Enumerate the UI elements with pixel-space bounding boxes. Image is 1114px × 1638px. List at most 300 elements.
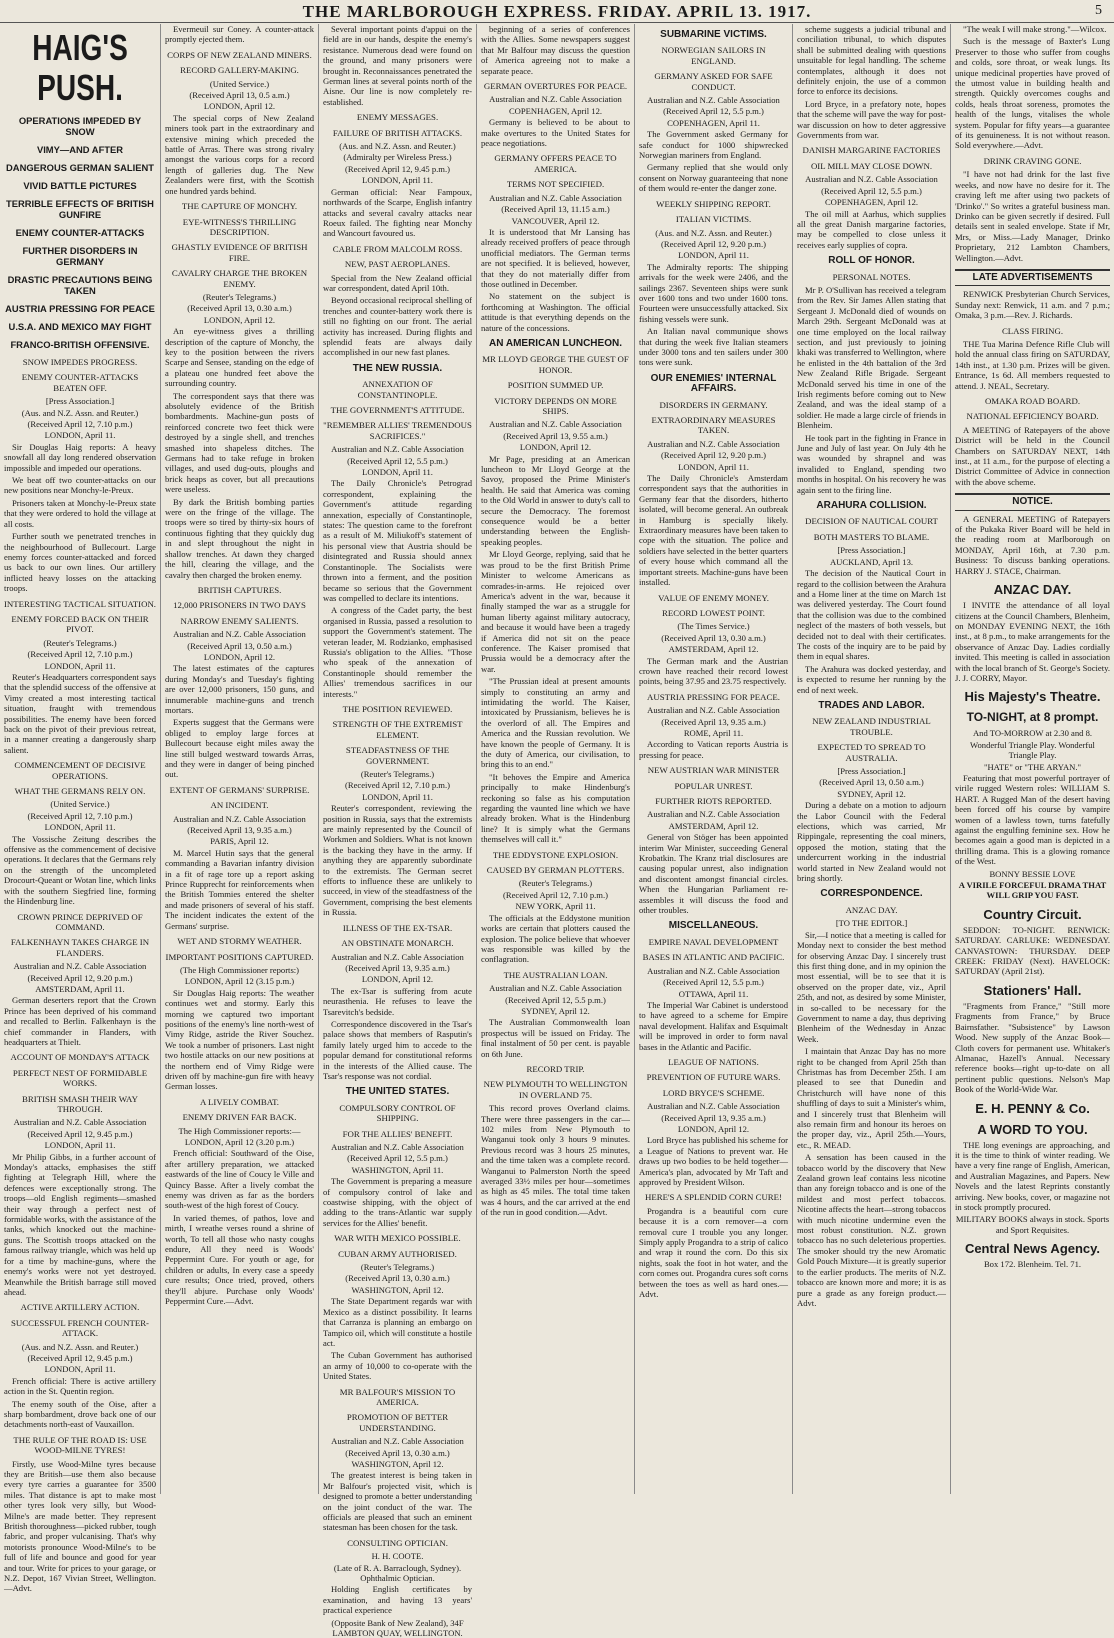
advert-heading: OMAKA ROAD BOARD.: [984, 396, 1081, 406]
dateline: AMSTERDAM, April 12.: [668, 644, 759, 655]
article-paragraph: An Italian naval communique shows that during the week five Italian steamers under 3000 tons and ten sailers under 300 tons were sunk.: [639, 326, 788, 368]
subhead: ENEMY DRIVEN FAR BACK.: [182, 1112, 297, 1123]
dateline: LONDON, April 11.: [362, 467, 433, 478]
article-paragraph: No statement on the subject is forthcoming at Washington. The official attitude is that everything depends on the nature of the concessions.: [481, 291, 630, 333]
dateline: LONDON, April 11.: [678, 250, 749, 261]
subhead: THE CAPTURE OF MONCHY.: [181, 201, 298, 212]
advert-heading: Central News Agency.: [964, 1241, 1101, 1257]
subhead: GERMANY ASKED FOR SAFE CONDUCT.: [654, 71, 773, 92]
credit-line: Australian and N.Z. Cable Association: [13, 961, 147, 972]
subhead: LORD BRYCE'S SCHEME.: [662, 1087, 765, 1098]
advert-line: (Opposite Bank of New Zealand), 34F LAMBTON QUAY, WELLINGTON.: [331, 1617, 464, 1638]
deck-line: VIVID BATTLE PICTURES: [23, 180, 137, 191]
received-line: (Received April 12, 7.10 p.m.): [27, 649, 133, 660]
dateline: WASHINGTON, April 12.: [351, 1458, 444, 1469]
subhead: NORWEGIAN SAILORS IN ENGLAND.: [661, 45, 766, 66]
article-paragraph: The correspondent says that there was absolutely evidence of the British bombardments. Machine-gun posts of reinforced concrete two feet thick were destroyed by a single shell, and trenches smashed into shapeless ditches. The Germans had to take refuge in broken villages, and used dug-outs, ploughs and brick heaps as cover, but all precautions were useless.: [165, 390, 314, 495]
subhead: BOTH MASTERS TO BLAME.: [813, 531, 930, 542]
subhead: DANISH MARGARINE FACTORIES: [802, 145, 941, 156]
subhead: PERSONAL NOTES.: [832, 271, 911, 282]
subhead: GERMAN OVERTURES FOR PEACE.: [483, 81, 628, 92]
main-headline: HAIG'S PUSH.: [32, 27, 128, 108]
article-paragraph: Further south we penetrated trenches in the neighbourhood of Bullecourt. Large enemy forces counter-attacked and forced us back to our own lines. Our artillery inflicted heavy losses on the attacking troops.: [4, 531, 156, 594]
credit-line: Australian and N.Z. Cable Association: [647, 705, 780, 716]
article-paragraph: Reuter's correspondent, reviewing the position in Russia, says that the extremists are mainly represented by the Council of Workmen and Soldiers. What is not known is the backing they have in the army. If anything they are apparently subordinate to the extremists. The German secret efforts to influence these are unlikely to succeed, in view of the steadfastness of the Government, comprising the best elements in Russia.: [323, 803, 472, 918]
deck-line: AUSTRIA PRESSING FOR PEACE: [5, 303, 155, 314]
dateline: LONDON, April 11.: [678, 461, 749, 472]
subhead: VALUE OF ENEMY MONEY.: [658, 592, 769, 603]
received-line: (Received April 12, 9.20 p.m.): [660, 238, 766, 249]
subhead: MR BALFOUR'S MISSION TO AMERICA.: [339, 1386, 456, 1407]
credit-line: Australian and N.Z. Cable Association: [647, 809, 780, 820]
article-paragraph: Mr Philip Gibbs, in a further account of Monday's attacks, emphasises the stiff fighting at Telegraph Hill, where the defences were exceptionally strong. The troops—old English regiments—smashed their way through a perfect nest of formidable works, with the assistance of the tanks, which knocked out the machine-guns. The Scottish troops attacked on the famous railway triangle, which was held up for a time by machine-guns, where the enemy's works were not yet destroyed. Meanwhile the British barrage still moved ahead.: [4, 1151, 156, 1297]
subhead: POPULAR UNREST.: [674, 780, 753, 791]
received-line: (Received April 13, 0.50 a.m.): [819, 777, 924, 788]
newspaper-title: THE MARLBOROUGH EXPRESS. FRIDAY. APRIL 13. 1917.: [302, 2, 812, 21]
credit-line: (Reuter's Telegrams.): [518, 878, 593, 889]
received-line: (Received April 13, 0.30 a.m.): [661, 632, 766, 643]
advert-line: And TO-MORROW at 2.30 and 8.: [972, 728, 1093, 739]
credit-line: Australian and N.Z. Cable Association: [489, 419, 622, 430]
advert-heading: E. H. PENNY & Co.: [975, 1100, 1090, 1116]
subhead: ENEMY COUNTER-ATTACKS BEATEN OFF.: [21, 372, 139, 393]
deck-line: VIMY—AND AFTER: [36, 144, 124, 155]
subhead: WEEKLY SHIPPING REPORT.: [656, 198, 771, 209]
article-paragraph: "It behoves the Empire and America principally to make Hindenburg's reckoning so false as his computation regarding the vaunted line which we have already broken. What is the Hindenburg line? It is simply what the Germans themselves will call it.": [481, 771, 630, 845]
credit-line: (Reuter's Telegrams.): [202, 291, 277, 302]
dateline: AMSTERDAM, April 11.: [35, 983, 125, 994]
subhead: ANZAC DAY.: [845, 904, 898, 915]
received-line: (Received April 13, 9.35 a.m.): [661, 1112, 766, 1123]
advert-heading: Stationers' Hall.: [983, 982, 1082, 998]
article-paragraph: "The Prussian ideal at present amounts simply to constituting an army and intimidating the world. The Kaiser, intoxicated by Prussianism, believes he is the overlord of all. The Empires and America and the Russian revolution. We have known the people of Germany. It is the duty of America, our civilisation, to bring this to an end.": [481, 676, 630, 770]
dateline: COPENHAGEN, April 11.: [667, 117, 760, 128]
subhead: THE EDDYSTONE EXPLOSION.: [492, 849, 619, 860]
article-paragraph: Sir Douglas Haig reports: The weather continues wet and stormy. Early this morning we captured two important positions of the enemy's line north-west of Vimy Ridge, astride the River Souchez. We took a number of prisoners. Last night two hostile attacks on our new positions at the northern end of Vimy Ridge were driven off by machine-gun fire with heavy German losses.: [165, 987, 314, 1092]
article-paragraph: The Daily Chronicle's Amsterdam correspondent says that the authorities in Germany fear that the disorders, hitherto isolated, will become general. An outbreak in Hamburg is specially likely. Extraordinary measures have been taken to cope with the situation. The police and soldiers have selected in the better quarters of every house which command all the important streets. Machine-guns have been installed.: [639, 473, 788, 588]
advert-text: Holding English certificates by examination, and having 13 years' practical experience: [323, 1584, 472, 1616]
subhead: ACTIVE ARTILLERY ACTION.: [20, 1302, 140, 1313]
advert-text: In varied themes, of pathos, love and mirth, I wreathe verses round a shrine of worth, To tell all those who nasty coughs endure, All they need is Woods' Peppermint Cure. For youth or age, for children or adults, In every case a speedy cure results; Once tried, proved, others they'll abjure. Purchase only Woods' Peppermint Cure.—Advt.: [165, 1212, 314, 1307]
article-paragraph: The Cuban Government has authorised an army of 10,000 to co-operate with the United States.: [323, 1350, 472, 1382]
article-paragraph: Evermeuil sur Coney. A counter-attack promptly ejected them.: [165, 24, 314, 45]
article-paragraph: General von Stöger has been appointed interim War Minister, succeeding General Krobatkin. The Kranz trial disclosures are causing popular unrest, also indignation and discontent amongst financial circles. When the Hungarian Parliament re-assembles it will discuss the food and other troubles.: [639, 832, 788, 916]
credit-line: [Press Association.]: [45, 396, 115, 407]
dateline: LONDON, April 11.: [362, 175, 433, 186]
subhead: THE POSITION REVIEWED.: [342, 703, 453, 714]
theatre-showtime: TO-NIGHT, at 8 prompt.: [966, 710, 1099, 725]
received-line: (Received April 12, 9.45 p.m.): [27, 1128, 133, 1139]
received-line: (Received April 13, 0.50 a.m.): [187, 640, 292, 651]
subhead: BASES IN ATLANTIC AND PACIFIC.: [642, 952, 785, 963]
credit-line: (Aus. and N.Z. Assn. and Reuter.): [21, 1341, 139, 1352]
received-line: (Received April 12, 5.5 p.m.): [663, 106, 764, 117]
column-6: [793, 24, 950, 1494]
subhead: TERMS NOT SPECIFIED.: [506, 179, 605, 190]
credit-line: The High Commissioner reports:—: [178, 1125, 301, 1136]
article-paragraph: The special corps of New Zealand miners took part in the extraordinary and extensive mining which preceded the battle of Arras. There was strong rivalry amongst the various corps for a record length of galleries dug. The New Zealanders were first, with the Scottish one hundred yards behind.: [165, 112, 314, 196]
received-line: (Received April 12, 5.5 p.m.): [347, 1153, 448, 1164]
subhead: THE AUSTRALIAN LOAN.: [503, 969, 608, 980]
article-paragraph: Mr Page, presiding at an American luncheon to Mr Lloyd George at the Savoy, proposed the Prime Minister's health. He said that America was coming to the Old World in answer to duty's call to secure the Democracy. The foremost consequence would be a better understanding between the English-speaking peoples.: [481, 453, 630, 547]
credit-line: Australian and N.Z. Cable Association: [805, 174, 938, 185]
credit-line: Australian and N.Z. Cable Association: [13, 1117, 147, 1128]
subhead: VICTORY DEPENDS ON MORE SHIPS.: [494, 395, 617, 416]
article-paragraph: Several important points d'appui on the field are in our hands, despite the enemy's resistance. Numerous dead were found on the ground, and many prisoners were brought in. Reconnaissances penetrated the German lines at several points north of the Aisne. Our line is now completely re-established.: [323, 24, 472, 107]
subhead: PERFECT NEST OF FORMIDABLE WORKS.: [12, 1067, 148, 1089]
received-line: (Received April 13, 9.35 a.m.): [345, 962, 450, 973]
article-paragraph: The German mark and the Austrian crown have reached their record lowest points, being 37.95 and 23.75 respectively.: [639, 655, 788, 687]
subhead: AN INCIDENT.: [210, 800, 269, 811]
article-paragraph: The greatest interest is being taken in Mr Balfour's projected visit, which is designed to promote a better understanding on the joint conduct of the war. The officials are pleased that such an eminent statesman has been chosen for the task.: [323, 1470, 472, 1533]
advert-text: A GENERAL MEETING of Ratepayers of the Pukaka River Board will be held in the reading room at Marlborough on MONDAY, April 16th, at 7.30 p.m. Business: To discuss banking operations. HARRY J. STACE, Chairman.: [955, 513, 1110, 576]
received-line: (Received April 12, 7.10 p.m.): [502, 889, 608, 900]
dateline: LONDON, April 12.: [203, 101, 276, 112]
subhead: ENEMY MESSAGES.: [356, 112, 439, 123]
article-paragraph: Germany replied that she would only consent on Norway guaranteeing that none of them would re-enter the danger zone.: [639, 162, 788, 194]
article-paragraph: Lord Bryce, in a prefatory note, hopes that the scheme will pave the way for post-war discussion on how to deter aggressive Governments from war.: [797, 98, 946, 141]
subhead: EXTENT OF GERMANS' SURPRISE.: [169, 784, 310, 795]
subhead: DECISION OF NAUTICAL COURT: [805, 516, 938, 527]
subhead: 12,000 PRISONERS IN TWO DAYS: [173, 600, 306, 611]
deck-line: U.S.A. AND MEXICO MAY FIGHT: [8, 321, 152, 332]
subhead: EXPECTED TO SPREAD TO AUSTRALIA.: [817, 742, 926, 763]
dateline: NEW YORK, April 11.: [515, 901, 596, 912]
advert-text: "Fragments from France," "Still more Fragments from France," by Bruce Bairnsfather. "Subsistence" by Lawson Wood. New supply of the Anzac Book—Cloth covers for permanent use. Whitaker's Almanac, Hazell's Annual. Necessary reference books—right up-to-date on all pertinent public questions. Nelson's Map Book of the World-Wide War.: [955, 1000, 1110, 1095]
subhead: RECORD GALLERY-MAKING.: [180, 65, 299, 76]
subhead: AUSTRIA PRESSING FOR PEACE.: [647, 691, 780, 702]
credit-line: (United Service.): [209, 78, 270, 89]
article-paragraph: Experts suggest that the Germans were obliged to employ large forces at Bullecourt because eight miles away the line still bulged westward towards Arras, and they were in danger of being pinched out.: [165, 717, 314, 780]
section-heading: ARAHURA COLLISION.: [816, 500, 927, 512]
masthead: [0, 0, 1114, 23]
article-paragraph: Prisoners taken at Monchy-le-Preux state that they were ordered to hold the village at all costs.: [4, 497, 156, 529]
article-paragraph: Correspondence discovered in the Tsar's palace shows that members of Rasputin's family lately urged him to accede to the popular demand for constitutional reforms in the interests of the Allied cause. The Tsar's response was not cordial.: [323, 1018, 472, 1081]
advert-line: (Late of R. A. Barraclough, Sydney). Ophthalmic Optician.: [333, 1562, 462, 1584]
credit-line: Australian and N.Z. Cable Association: [173, 629, 306, 640]
dateline: LONDON, April 11.: [44, 822, 116, 833]
article-paragraph: The oil mill at Aarhus, which supplies all the great Danish margarine factories, may be compelled to close unless it receives early supplies of copra.: [797, 208, 946, 250]
received-line: (Received April 12, 9.45 p.m.): [27, 1352, 133, 1363]
subhead: SNOW IMPEDES PROGRESS.: [22, 357, 138, 367]
article-paragraph: German deserters report that the Crown Prince has been deprived of his command and recalled to Berlin. Falkenhayn is the chief commander in Flanders, with headquarters at Thielt.: [4, 995, 156, 1047]
article-paragraph: During a debate on a motion to adjourn the Labor Council with the Federal elections, which was carried, Mr Rippingale, representing the coal miners, opposed the motion, stating that the undercurrent working in the industrial world started in New Zealand would not bring shortly.: [797, 800, 946, 884]
advert-heading: CLASS FIRING.: [1001, 325, 1064, 336]
advert-heading: ANZAC DAY.: [993, 582, 1072, 598]
subhead: ACCOUNT OF MONDAY'S ATTACK: [10, 1052, 150, 1063]
subhead: BRITISH CAPTURES.: [197, 584, 282, 595]
dateline: SYDNEY, April 12.: [521, 1005, 590, 1016]
dateline: ROME, April 11.: [683, 727, 744, 738]
subhead: FAILURE OF BRITISH ATTACKS.: [332, 127, 463, 138]
article-paragraph: It is understood that Mr Lansing has already received proffers of peace through unofficial mediators. The German terms are not specified. It is believed, however, that they do not materially differ from those outlined in December.: [481, 226, 630, 289]
subhead: PREVENTION OF FUTURE WARS.: [646, 1072, 781, 1083]
credit-line: (Admiralty per Wireless Press.): [343, 152, 452, 163]
dateline: LONDON, April 12 (3.15 p.m.): [184, 976, 295, 987]
received-line: (Received April 12, 5.5 p.m.): [663, 977, 764, 988]
credit-line: [Press Association.]: [837, 545, 906, 556]
dateline: SYDNEY, April 12.: [837, 788, 906, 799]
subhead: EYE-WITNESS'S THRILLING DESCRIPTION.: [182, 216, 297, 237]
subhead: OIL MILL MAY CLOSE DOWN.: [810, 160, 933, 171]
credit-line: (Reuter's Telegrams.): [360, 769, 435, 779]
subhead: THE GOVERNMENT'S ATTITUDE.: [330, 405, 465, 415]
deck-line: DANGEROUS GERMAN SALIENT: [6, 162, 154, 173]
subhead: ILLNESS OF THE EX-TSAR.: [342, 922, 453, 933]
late-ads-heading: LATE ADVERTISEMENTS: [972, 271, 1093, 283]
article-paragraph: The decision of the Nautical Court in regard to the collision between the Arahura and a Home liner at the time on March 1st was delivered yesterday. The Court found that the collision was due to the combined neglect of the masters of both vessels, but decided not to deal with their certificates. The costs of the inquiry are to be paid by them in equal shares.: [797, 568, 946, 662]
article-paragraph: M. Marcel Hutin says that the general commanding a Bavarian infantry division in a fit of rage tore up a report asking Prince Rupprecht for reinforcements when the British Tommies entered the shelter and made prisoners of several of his staff. The incident indicates the extent of the Germans' surprise.: [165, 847, 314, 931]
subhead: ANNEXATION OF CONSTANTINOPLE.: [357, 379, 438, 400]
article-paragraph: Reuter's Headquarters correspondent says that the splendid success of the offensive at Vimy created a most interesting tactical situation, fraught with tremendous possibilities. The enemy have been forced back on the pivot of their previous retreat, in a manner creating a dangerously sharp salient.: [4, 671, 156, 755]
dateline: AMSTERDAM, April 12.: [668, 820, 759, 831]
advert-heading: HERE'S A SPLENDID CORN CURE!: [645, 1192, 782, 1203]
article-paragraph: An eye-witness gives a thrilling description of the capture of Monchy, the key to the position between the rivers Scarpe and Sensee, standing on the edge of a plateau one hundred feet above the surrounding country.: [165, 326, 314, 389]
received-line: (Received April 13, 11.15 a.m.): [501, 204, 610, 215]
credit-line: (Aus. and N.Z. Assn. and Reuter.): [339, 141, 456, 152]
subhead: MR LLOYD GEORGE THE GUEST OF HONOR.: [482, 354, 629, 375]
section-heading: ROLL OF HONOR.: [828, 255, 915, 267]
article-paragraph: Mr P. O'Sullivan has received a telegram from the Rev. Sir James Allen stating that Sergeant J. McDonald died of wounds on March 29th. Sergeant McDonald was at one time employed on the local railway section, and just previously to joining khaki was transferred to Wellington, where he enlisted in the 4th battalion of the 3rd New Zealand Rifle Brigade. Sergeant McDonald served his time in one of the Irish regiments before coming out to New Zealand, and was the ideal stamp of a soldier. He made a large circle of friends in Blenheim.: [797, 284, 946, 431]
theatre-heading: His Majesty's Theatre.: [964, 689, 1101, 705]
subhead: CORPS OF NEW ZEALAND MINERS.: [167, 49, 312, 60]
deck-line: TERRIBLE EFFECTS OF BRITISH GUNFIRE: [6, 198, 154, 220]
article-paragraph: French official: Southward of the Oise, after artillery preparation, we attacked eastwards of the line of Coucy le Ville and Quincy Basse. After a lively combat the enemy was driven as far as the borders south-west of the high forest of Coucy.: [165, 1148, 314, 1211]
deck-line: DRASTIC PRECAUTIONS BEING TAKEN: [7, 274, 153, 296]
column-3: [319, 24, 476, 1638]
credit-line: Australian and N.Z. Cable Association: [173, 813, 306, 824]
credit-line: Australian and N.Z. Cable Association: [489, 94, 622, 105]
received-line: (Received April 12, 5.5 p.m.): [505, 994, 606, 1005]
subhead: COMPULSORY CONTROL OF SHIPPING.: [339, 1102, 456, 1124]
article-paragraph: The officials at the Eddystone munition works are certain that plotters caused the explosion. The police believe that whoever was responsible was killed by the conflagration.: [481, 912, 630, 965]
advert-text: SEDDON: TO-NIGHT. RENWICK: SATURDAY. CARLUKE: WEDNESDAY. CANVASTOWN: THURSDAY. DEEP CREEK: FRIDAY (Next). HAVELOCK: SATURDAY (April 21st).: [955, 924, 1110, 977]
section-heading: AN AMERICAN LUNCHEON.: [489, 337, 622, 349]
deck-line: FRANCO-BRITISH OFFENSIVE.: [10, 339, 150, 350]
subhead: "REMEMBER ALLIES' TREMENDOUS SACRIFICES.": [323, 420, 472, 441]
credit-line: (Reuter's Telegrams.): [43, 637, 117, 648]
advert-text: This record proves Overland claims. There were three passengers in the car—102 miles from New Plymouth to Wanganui took only 3 hours 9 minutes. Previous record was 3 hours 25 minutes, and the time taken was a complete record. Wanganui to Palmerston North the speed averaged 33½ miles per hour—sometimes as high as 45 miles. The total time taken was 4 hours, and the car arrived at the end of the run in good condition.—Advt.: [481, 1103, 630, 1218]
credit-line: Australian and N.Z. Cable Association: [331, 951, 464, 962]
received-line: (Received April 13, 0.5 a.m.): [189, 90, 290, 101]
notice-banner: [955, 493, 1110, 510]
section-heading: OUR ENEMIES' INTERNAL AFFAIRS.: [650, 372, 777, 395]
credit-line: (The High Commissioner reports:): [179, 964, 300, 975]
advert-text: Firstly, use Wood-Milne tyres because they are British—use them also because every tyre carries a guarantee for 3500 miles. That distance is apt to make most other tyres look very silly, but Wood-Milne's are made better. They represent British thoroughness—picked rubber, tough fabric, and proper vulcanising. That's why motorists pronounce Wood-Milne's to be full of life and bounce and good for year and tour. Write for prices to your garage, or N.Z. Depot, 167 Vivian Street, Wellington.—Advt.: [4, 1458, 156, 1594]
received-line: (Received April 12, 7.10 p.m.): [27, 419, 133, 430]
dateline: COPENHAGEN, April 12.: [508, 105, 603, 116]
advert-text: Progandra is a beautiful corn cure because it is a corn remover—a corn removal cure I trouble you any longer. Simply apply Progandra to a strip of calico and wrap it round the corn. Do this six nights, soak the foot in hot water, and the corn comes out. Progandra cures soft corns between the toes as well as hard ones.—Advt.: [639, 1205, 788, 1300]
advert-line: "HATE" or "THE ARYAN.": [983, 761, 1082, 772]
quote-line: "The weak I will make strong."—Wilcox.: [963, 24, 1107, 34]
article-paragraph: beginning of a series of conferences with the Allies. Some newspapers suggest that Mr Balfour may discuss the question of America agreeing not to make a separate peace.: [481, 24, 630, 76]
dateline: LONDON, April 11.: [44, 660, 116, 671]
received-line: (Received April 12, 9.20 p.m.): [660, 450, 766, 461]
subhead: SUCCESSFUL FRENCH COUNTER-ATTACK.: [10, 1317, 149, 1339]
received-line: (Received April 12, 5.5 p.m.): [347, 455, 448, 466]
section-heading: THE UNITED STATES.: [345, 1086, 450, 1098]
credit-line: Australian and N.Z. Cable Association: [647, 438, 780, 449]
article-paragraph: French official: There is active artillery action in the St. Quentin region.: [4, 1375, 156, 1397]
subhead: FALKENHAYN TAKES CHARGE IN FLANDERS.: [10, 937, 150, 958]
article-paragraph: The State Department regards war with Mexico as a distinct possibility. It learns that Carranza is planning an embargo on Tampico oil, which will constitute a hostile act.: [323, 1296, 472, 1348]
credit-line: Australian and N.Z. Cable Association: [647, 95, 780, 106]
subhead: RECORD LOWEST POINT.: [661, 607, 766, 618]
deck-line: OPERATIONS IMPEDED BY SNOW: [18, 115, 142, 137]
article-paragraph: Mr Lloyd George, replying, said that he was proud to be the first British Prime Minister to welcome Americans as comrades-in-arms. He rejoiced over America's advent in the war, because it finally stamped the war as a struggle for human liberty against military autocracy, and because it would have been a tragedy if America did not sit on the peace conference. The Kaiser promised that Prussia would be a democracy after the war.: [481, 549, 630, 674]
dateline: LONDON, April 12.: [203, 651, 276, 662]
advert-text: Featuring that most powerful portrayer of virile rugged Western roles: WILLIAM S. HART. A Rugged Man of the desert having been forced off his course by vampire women of a lawless town, turns fatefully against the engulfing feminine sex. How he becomes again a good man is depicted in a thrilling drama. This is a glowing romance of the West.: [955, 772, 1110, 867]
received-line: (Received April 13, 9.55 a.m.): [503, 430, 608, 441]
deck-line: FURTHER DISORDERS IN GERMANY: [22, 245, 138, 267]
subhead: NEW AUSTRIAN WAR MINISTER: [647, 765, 780, 776]
article-paragraph: The enemy south of the Oise, after a sharp bombardment, drove back one of our detachments north-east of Vauxaillon.: [4, 1398, 156, 1430]
subhead: WHAT THE GERMANS RELY ON.: [14, 786, 146, 797]
subhead: STEADFASTNESS OF THE GOVERNMENT.: [345, 745, 450, 766]
article-paragraph: Sir,—I notice that a meeting is called for Monday next to consider the best method for observing Anzac Day. I sincerely trust this first thing done, and in my opinion the most essential, will be to see that it is observed on the proper date, viz., April 25th, and not, as desired by some Minister, in so-called to be necessary for the Government to name a day, thus depriving Blenheim of the Wednesday in Anzac Week.: [797, 929, 946, 1044]
article-paragraph: German official: Near Fampoux, northwards of the Scarpe, English infantry attacks and several cavalry attacks near Roeux failed. The fighting near Monchy and Wancourt favoured us.: [323, 186, 472, 239]
dateline: PARIS, April 12.: [210, 836, 269, 847]
dateline: LONDON, April 12.: [519, 442, 592, 453]
received-line: (Received April 13, 9.35 a.m.): [187, 825, 292, 836]
dateline: LONDON, April 12.: [203, 314, 276, 325]
credit-line: Australian and N.Z. Cable Association: [489, 192, 622, 203]
credit-line: Australian and N.Z. Cable Association: [331, 1142, 464, 1152]
article-paragraph: A congress of the Cadet party, the best organised in Russia, passed a resolution to support the Government's statement. The veteran leader, M. Rodzianko, emphasised Russia's obligation to the Allies. "Those who speak of the annexation of Constantinople should remember the Allies' tremendous sacrifices in our interests.": [323, 605, 472, 699]
advert-text: A sensation has been caused in the tobacco world by the discovery that New Zealand grown leaf contains less nicotine than any foreign tobacco and is one of the mildest and most perfect tobaccos. Nicotine affects the heart—strong tobaccos with much nicotine undermine even the most robust constitution. N.Z. grown tobacco has no such deleterious properties. The smoker should try the new Aromatic Gold Pouch Mixture—it is greatly superior to the earlier products. The merits of N.Z. tobacco are known more and more; it is as pure a grade as any foreign product.—Advt.: [797, 1152, 946, 1308]
subhead: ITALIAN VICTIMS.: [675, 214, 752, 225]
advert-text: Such is the message of Baxter's Lung Preserver to those who suffer from coughs and colds, sore throat, or weak lungs. Its unique medicinal properties have proved of the utmost value in building health and strength. Quickly overcomes coughs and colds, heals throat soreness, promotes the health of the lungs, vitalises the whole system. Popular for fifty years—a guarantee of its genuineness. It is not without reason. Sold everywhere.—Advt.: [955, 36, 1110, 151]
article-paragraph: By dark the British bombing parties were on the fringe of the village. The troops were so tired by thirty-six hours of continuous fighting that they quickly dug in and slept throughout the night in shallow trenches. At dawn they charged the hill, clearing the village, and the cavalry then charged the broken enemy.: [165, 496, 314, 580]
received-line: (Received April 12, 7.10 p.m.): [344, 780, 450, 791]
dateline: LONDON, April 12 (3.20 p.m.): [184, 1137, 295, 1147]
credit-line: (Aus. and N.Z. Assn. and Reuter.): [655, 227, 772, 238]
dateline: LONDON, April 11.: [44, 1364, 116, 1375]
received-line: (Received April 13, 9.35 a.m.): [661, 716, 766, 727]
advert-text: THE Tua Marina Defence Rifle Club will hold the annual class firing on SATURDAY, 14th inst., at 1.30 p.m. Prizes will be given. Entrance, 1s 6d. All members requested to attend. J. NEAL, Secretary.: [955, 338, 1110, 391]
editor-line: [TO THE EDITOR.]: [835, 918, 908, 929]
advert-heading: DRINK CRAVING GONE.: [983, 155, 1082, 166]
dateline: LONDON, April 11.: [362, 791, 433, 802]
dateline: WASHINGTON, April 11.: [351, 1164, 444, 1175]
received-line: (Received April 13, 0.30 a.m.): [345, 1447, 450, 1458]
subhead: PROMOTION OF BETTER UNDERSTANDING.: [346, 1412, 449, 1433]
column-7: [951, 24, 1114, 1494]
advert-line: A VIRILE FORCEFUL DRAMA THAT WILL GRIP YOU FAST.: [958, 880, 1107, 901]
subhead: DISORDERS IN GERMANY.: [659, 399, 768, 410]
received-line: (Received April 12, 9.45 p.m.): [344, 163, 450, 174]
subhead: STRENGTH OF THE EXTREMIST ELEMENT.: [332, 719, 463, 740]
subhead: POSITION SUMMED UP.: [507, 380, 604, 391]
dateline: WASHINGTON, April 12.: [351, 1284, 444, 1295]
column-2: [161, 24, 318, 1494]
credit-line: Australian and N.Z. Cable Association: [331, 1436, 464, 1447]
article-paragraph: scheme suggests a judicial tribunal and conciliation tribunal, to which disputes shall be submitted dealing with questions unsuitable for legal handling. The scheme contemplates, although it does not definitely enjoin, the use of a common force to enforce its decisions.: [797, 24, 946, 97]
article-paragraph: The Vossische Zeitung describes the offensive as the commencement of decisive operations. It declares that the Germans rely on the strength of the uncompleted Drocourt-Queant or Wotan line, which links with the southern Siegfried line, forming the Hindenburg line.: [4, 833, 157, 907]
subhead: COMMENCEMENT OF DECISIVE OPERATIONS.: [14, 760, 146, 781]
article-paragraph: The latest estimates of the captures during Monday's and Tuesday's fighting are over 12,000 prisoners, 150 guns, and innumerable machine-guns and trench mortars.: [165, 663, 314, 715]
article-paragraph: The ex-Tsar is suffering from acute neurasthenia. He refuses to leave the Tsarevitch's bedside.: [323, 985, 472, 1017]
advert-line: MILITARY BOOKS always in stock. Sports and Sport Requisites.: [955, 1214, 1110, 1235]
subhead: INTERESTING TACTICAL SITUATION.: [4, 598, 157, 609]
subhead: ENEMY FORCED BACK ON THEIR PIVOT.: [11, 613, 149, 635]
subhead: CABLE FROM MALCOLM ROSS.: [332, 243, 463, 254]
credit-line: Australian and N.Z. Cable Association: [647, 965, 780, 976]
subhead: CAVALRY CHARGE THE BROKEN ENEMY.: [171, 268, 308, 289]
advert-line: BONNY BESSIE LOVE: [989, 868, 1076, 879]
subhead: FOR THE ALLIES' BENEFIT.: [342, 1128, 453, 1139]
advert-line: Wonderful Triangle Play. Wonderful Triangle Play.: [970, 739, 1095, 761]
advert-text: "I have not had drink for the last five weeks, and now have no desire for it. The craving left me after using two packets of 'Drinko'." So writes a grateful business man. Drinko can be given secretly if desired. Full details sent in sealed envelope. State if Mr, Mrs, or Miss.—Lady Manager, Drinko Proprietary, 212 Lambton Chambers, Wellington.—Advt.: [955, 169, 1110, 263]
credit-line: (United Service.): [50, 799, 110, 810]
received-line: (Received April 12, 9.20 p.m.): [27, 972, 133, 983]
credit-line: (Reuter's Telegrams.): [360, 1262, 435, 1273]
subhead: WAR WITH MEXICO POSSIBLE.: [334, 1233, 461, 1244]
advert-line: Box 172. Blenheim. Tel. 71.: [983, 1259, 1082, 1270]
advert-text: RENWICK Presbyterian Church Services, Sunday next: Renwick, 11 a.m. and 7 p.m.; Omaka, 3 p.m.—Rev. J. Richards.: [955, 289, 1110, 321]
article-paragraph: Sir Douglas Haig reports: A heavy snowfall all day long rendered observation impossible and impeded our operations.: [4, 441, 156, 473]
section-heading: MISCELLANEOUS.: [668, 920, 759, 932]
article-paragraph: He took part in the fighting in France in June and July of last year. On July 4th he was wounded by shrapnel and was invalided to England, spending two months in hospital. On his recovery he was again sent to the firing line.: [797, 432, 946, 495]
article-paragraph: Beyond occasional reciprocal shelling of trenches and counter-battery work there is still no fighting on our front. The aerial activity has increased. During flights and splendid feats are always daily accomplished in our new fast planes.: [323, 295, 472, 358]
dateline: LONDON, April 12.: [677, 1123, 750, 1134]
subhead: CROWN PRINCE DEPRIVED OF COMMAND.: [17, 911, 143, 932]
subhead: CAUSED BY GERMAN PLOTTERS.: [486, 865, 625, 876]
advert-heading: NATIONAL EFFICIENCY BOARD.: [966, 411, 1099, 422]
section-heading: CORRESPONDENCE.: [820, 888, 923, 900]
deck-line: ENEMY COUNTER-ATTACKS: [15, 227, 145, 238]
subhead: NEW, PAST AEROPLANES.: [344, 259, 451, 270]
advert-heading: THE RULE OF THE ROAD IS: USE WOOD-MILNE TYRES!: [13, 1434, 147, 1456]
article-paragraph: Special from the New Zealand official war correspondent, dated April 10th.: [323, 272, 472, 293]
advert-heading: RECORD TRIP.: [526, 1063, 585, 1074]
section-heading: THE NEW RUSSIA.: [352, 362, 443, 374]
dateline: AUCKLAND, April 13.: [829, 556, 914, 567]
advert-name: H. H. COOTE.: [371, 1551, 424, 1562]
article-paragraph: I maintain that Anzac Day has no more right to be changed from April 25th than Christmas has from December 25th. I am pleased to see that Dunedin and Christchurch will have none of this shuffling of days to suit a Minister's whim, and I sincerely trust that Blenheim will also remain firm and honour its heroes on the proper day, viz., April 25th.—Yours, etc., R. MEAD.: [797, 1046, 946, 1150]
subhead: IMPORTANT POSITIONS CAPTURED.: [165, 951, 314, 962]
credit-line: Australian and N.Z. Cable Association: [489, 983, 622, 994]
subhead: BRITISH SMASH THEIR WAY THROUGH.: [22, 1093, 138, 1114]
received-line: (Received April 12, 5.5 p.m.): [821, 185, 922, 196]
dateline: LONDON, April 12.: [361, 974, 434, 985]
column-4: [477, 24, 634, 1494]
dateline: OTTAWA, April 11.: [678, 988, 749, 999]
dateline: VANCOUVER, April 12.: [511, 215, 600, 226]
article-paragraph: The Daily Chronicle's Petrograd correspondent, explaining the Government's attitude regarding annexation, especially of Constantinople, states: The question came to the forefront as a result of M. Miliukoff's statement of his personal view that Austria should be disintegrated and Russia should annex Constantinople. The Socialists were thrown into a ferment, and the position became so serious that the Government was compelled to declare its intentions.: [323, 478, 472, 603]
article-paragraph: According to Vatican reports Austria is pressing for peace.: [639, 739, 788, 760]
column-5: [635, 24, 792, 1494]
credit-line: Australian and N.Z. Cable Association: [331, 444, 464, 455]
dateline: COPENHAGEN, April 12.: [824, 197, 919, 208]
subhead: EMPIRE NAVAL DEVELOPMENT: [648, 936, 779, 947]
late-ads-banner: [955, 269, 1110, 286]
subhead: EXTRAORDINARY MEASURES TAKEN.: [651, 415, 776, 436]
subhead: NARROW ENEMY SALIENTS.: [180, 615, 299, 626]
article-paragraph: We beat off two counter-attacks on our new positions near Monchy-le-Preux.: [4, 475, 156, 496]
subhead: LEAGUE OF NATIONS.: [668, 1056, 759, 1067]
dateline: LONDON, April 11.: [44, 430, 116, 441]
notice-heading: NOTICE.: [1012, 496, 1053, 508]
article-paragraph: The Admiralty reports: The shipping arrivals for the week were 2406, and the sailings 2367. Seventeen ships were sunk over 1600 tons and two under 1600 tons. Fourteen were unsuccessfully attacked. Six fishing vessels were sunk.: [639, 261, 788, 324]
credit-line: Australian and N.Z. Cable Association: [647, 1101, 780, 1112]
received-line: (Received April 13, 0.30 a.m.): [345, 1273, 450, 1284]
advert-heading: CONSULTING OPTICIAN.: [347, 1537, 448, 1548]
advert-heading: A WORD TO YOU.: [977, 1121, 1088, 1137]
credit-line: (The Times Service.): [677, 621, 750, 632]
article-paragraph: The Government asked Germany for safe conduct for 1000 shipwrecked Norwegian mariners from England.: [639, 129, 788, 161]
subhead: GHASTLY EVIDENCE OF BRITISH FIRE.: [171, 242, 308, 263]
